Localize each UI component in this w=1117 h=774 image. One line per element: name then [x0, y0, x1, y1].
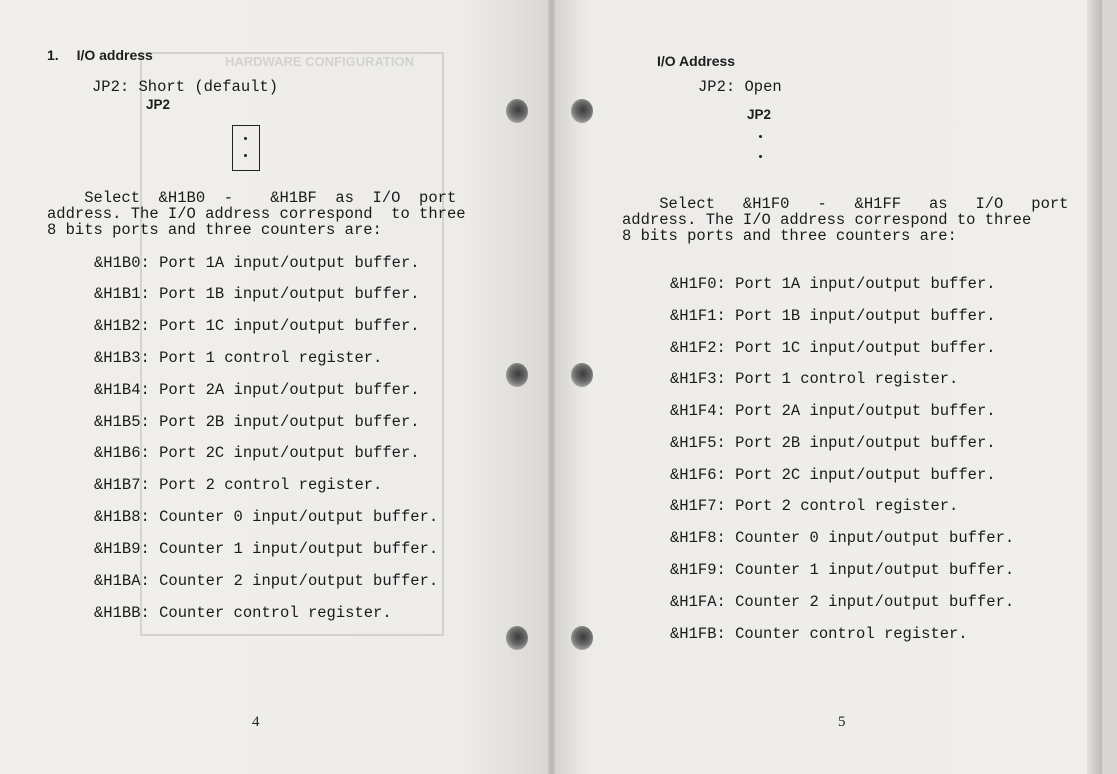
address-description: Counter control register. — [159, 604, 392, 622]
address-code: &H1F2: — [670, 339, 726, 357]
address-code: &H1F3: — [670, 370, 726, 388]
address-code: &H1B1: — [94, 285, 150, 303]
address-description: Port 2B input/output buffer. — [735, 434, 996, 452]
section-heading: I/O Address — [657, 53, 736, 69]
address-code: &H1FB: — [670, 625, 726, 643]
address-row — [94, 381, 420, 399]
jumper-setting: JP2: Short (default) — [92, 78, 279, 96]
heading-number: 1. — [47, 47, 59, 63]
address-row — [94, 604, 392, 622]
address-description: Counter 0 input/output buffer. — [735, 529, 1015, 547]
address-description: Port 2C input/output buffer. — [735, 466, 996, 484]
address-description: Counter 2 input/output buffer. — [159, 572, 439, 590]
address-row — [670, 307, 996, 325]
address-row — [670, 339, 996, 357]
address-description: Port 2 control register. — [159, 476, 383, 494]
jumper-pin — [759, 135, 762, 138]
show-through-text: HARDWARE CONFIGURATION — [225, 54, 414, 69]
address-code: &H1FA: — [670, 593, 726, 611]
address-description: Counter 1 input/output buffer. — [735, 561, 1015, 579]
jumper-pin — [759, 155, 762, 158]
jumper-label: JP2 — [146, 97, 171, 112]
jumper-diagram-short — [232, 125, 260, 171]
address-row — [94, 572, 438, 590]
address-description: Port 2B input/output buffer. — [159, 413, 420, 431]
address-row — [670, 370, 958, 388]
address-code: &H1B5: — [94, 413, 150, 431]
address-description: Counter 0 input/output buffer. — [159, 508, 439, 526]
address-row — [94, 413, 420, 431]
binder-hole — [506, 626, 528, 650]
address-code: &H1F6: — [670, 466, 726, 484]
address-code: &H1F9: — [670, 561, 726, 579]
binder-hole — [506, 99, 528, 123]
address-description: Counter control register. — [735, 625, 968, 643]
jumper-setting: JP2: Open — [698, 78, 782, 96]
page-number: 5 — [838, 714, 846, 730]
address-row — [670, 625, 968, 643]
page-edge — [1087, 0, 1102, 774]
jumper-pin — [244, 154, 247, 157]
address-code: &H1F5: — [670, 434, 726, 452]
address-code: &H1F4: — [670, 402, 726, 420]
paragraph-line: address. The I/O address correspond to three — [47, 205, 466, 223]
right-page — [555, 0, 1102, 774]
paragraph-line: Select &H1B0 - &H1BF as I/O port — [47, 189, 457, 207]
paragraph-line: address. The I/O address correspond to three — [622, 211, 1032, 229]
heading-text: I/O address — [76, 47, 153, 63]
address-row — [94, 285, 420, 303]
binder-hole — [571, 99, 593, 123]
address-code: &H1BB: — [94, 604, 150, 622]
address-code: &H1B9: — [94, 540, 150, 558]
address-description: Port 2A input/output buffer. — [159, 381, 420, 399]
address-row — [94, 254, 420, 272]
address-row — [94, 540, 438, 558]
address-code: &H1BA: — [94, 572, 150, 590]
address-row — [670, 466, 996, 484]
jumper-label: JP2 — [747, 107, 772, 122]
address-row — [94, 508, 438, 526]
address-code: &H1F8: — [670, 529, 726, 547]
address-description: Port 2A input/output buffer. — [735, 402, 996, 420]
address-code: &H1B8: — [94, 508, 150, 526]
address-description: Port 1C input/output buffer. — [735, 339, 996, 357]
address-code: &H1F7: — [670, 497, 726, 515]
binder-hole — [571, 626, 593, 650]
address-description: Port 1B input/output buffer. — [159, 285, 420, 303]
address-row — [670, 529, 1014, 547]
address-row — [670, 593, 1014, 611]
address-row — [670, 497, 958, 515]
address-description: Port 1A input/output buffer. — [159, 254, 420, 272]
address-code: &H1B3: — [94, 349, 150, 367]
paragraph-line: Select &H1F0 - &H1FF as I/O port — [622, 195, 1069, 213]
address-description: Port 1 control register. — [159, 349, 383, 367]
address-row — [94, 476, 382, 494]
address-description: Port 1A input/output buffer. — [735, 275, 996, 293]
address-code: &H1F0: — [670, 275, 726, 293]
jumper-pin — [244, 137, 247, 140]
address-description: Counter 1 input/output buffer. — [159, 540, 439, 558]
section-heading — [47, 47, 153, 63]
binder-hole — [506, 363, 528, 387]
address-description: Port 1C input/output buffer. — [159, 317, 420, 335]
paragraph-line: 8 bits ports and three counters are: — [622, 227, 957, 245]
address-description: Port 1B input/output buffer. — [735, 307, 996, 325]
paragraph-line: 8 bits ports and three counters are: — [47, 221, 382, 239]
address-row — [670, 434, 996, 452]
address-code: &H1B4: — [94, 381, 150, 399]
address-code: &H1B6: — [94, 444, 150, 462]
address-row — [670, 402, 996, 420]
address-description: Counter 2 input/output buffer. — [735, 593, 1015, 611]
address-row — [94, 444, 420, 462]
address-code: &H1B2: — [94, 317, 150, 335]
address-code: &H1F1: — [670, 307, 726, 325]
address-description: Port 2C input/output buffer. — [159, 444, 420, 462]
address-row — [94, 349, 382, 367]
binder-hole — [571, 363, 593, 387]
address-code: &H1B7: — [94, 476, 150, 494]
address-row — [670, 561, 1014, 579]
address-row — [94, 317, 420, 335]
left-page — [0, 0, 549, 774]
address-description: Port 2 control register. — [735, 497, 959, 515]
address-description: Port 1 control register. — [735, 370, 959, 388]
address-code: &H1B0: — [94, 254, 150, 272]
address-row — [670, 275, 996, 293]
page-number: 4 — [252, 714, 260, 730]
